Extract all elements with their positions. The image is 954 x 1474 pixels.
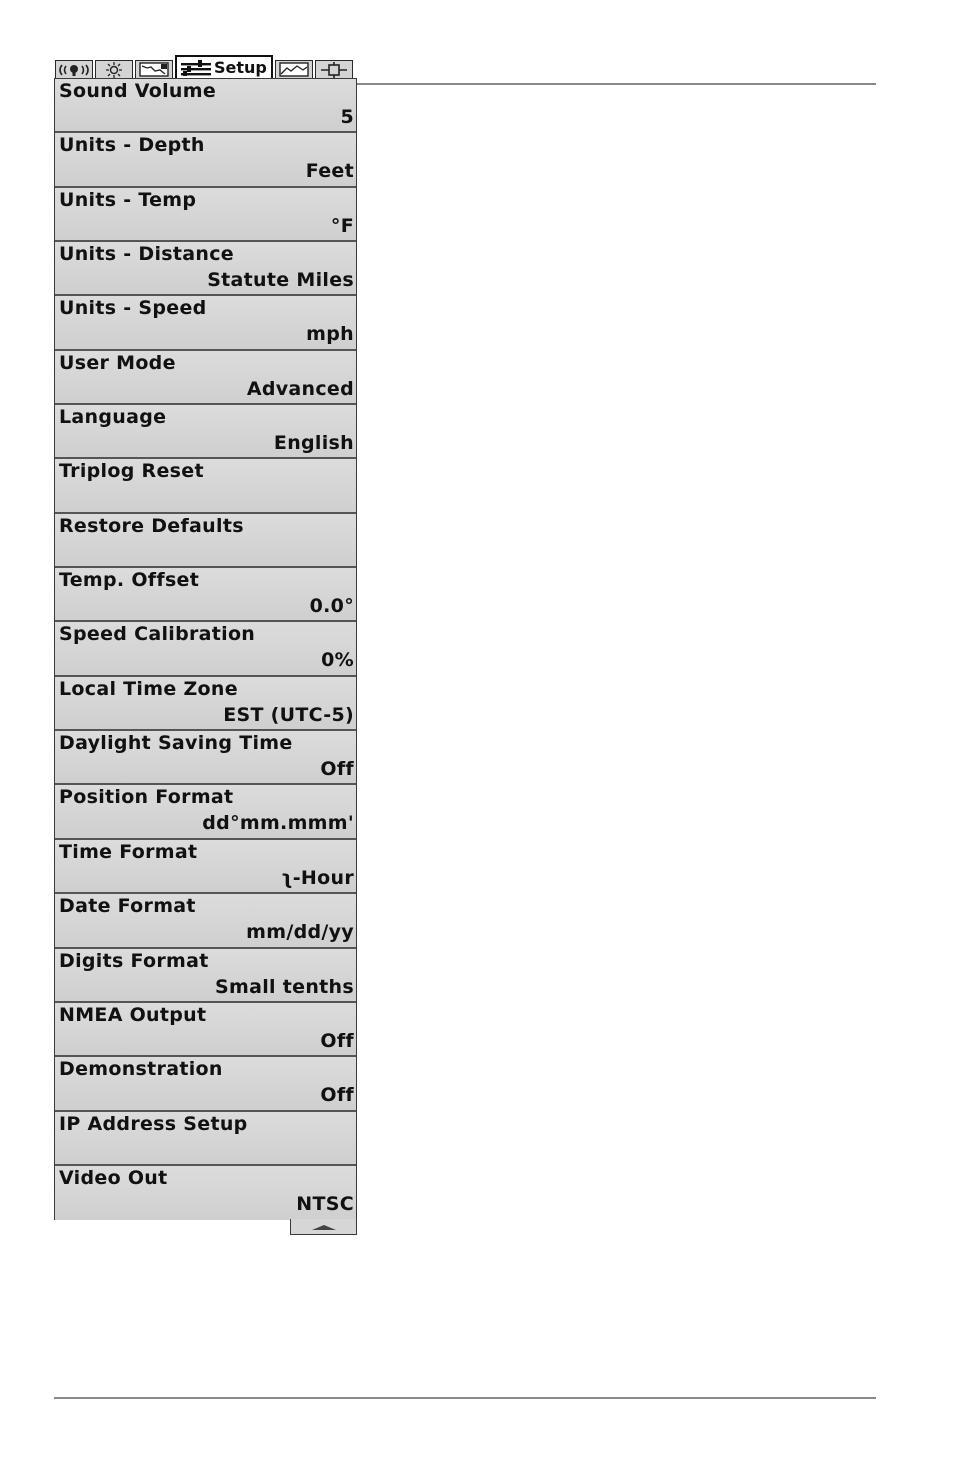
menu-item-value: EST (UTC-5) [223, 703, 354, 726]
menu-tabs [55, 56, 355, 78]
menu-item-label: Demonstration [59, 1058, 223, 1081]
scroll-up-tab[interactable] [290, 1219, 357, 1235]
sun-icon [103, 62, 125, 78]
menu-item-label: Digits Format [59, 949, 209, 972]
menu-item-date-format[interactable] [55, 894, 356, 948]
menu-item-value: Off [320, 1029, 354, 1052]
menu-item-label: NMEA Output [59, 1003, 207, 1026]
menu-item-units-speed[interactable] [55, 296, 356, 350]
menu-item-units-temp[interactable] [55, 188, 356, 242]
menu-item-value: 5 [340, 106, 354, 128]
menu-item-value: 0.0° [309, 595, 354, 618]
chart-icon [139, 62, 169, 77]
menu-item-label: Units - Distance [59, 243, 234, 266]
menu-item-temp-offset[interactable] [55, 568, 356, 622]
menu-item-value: dd°mm.mmm' [202, 812, 354, 835]
menu-item-value: °F [330, 214, 354, 237]
sun-tab[interactable] [95, 60, 133, 78]
menu-item-time-format[interactable] [55, 840, 356, 894]
menu-item-label: Restore Defaults [59, 514, 244, 537]
menu-item-label: Time Format [59, 840, 198, 863]
chart-tab[interactable] [135, 60, 173, 78]
menu-item-language[interactable] [55, 405, 356, 459]
menu-item-label: Sound Volume [59, 80, 217, 102]
menu-item-ip-address-setup[interactable] [55, 1112, 356, 1166]
menu-item-value: Feet [305, 160, 354, 183]
menu-item-value: ʅ-Hour [280, 866, 354, 889]
menu-item-value: Off [320, 758, 354, 781]
views-icon [279, 62, 309, 77]
menu-item-sound-volume[interactable] [55, 79, 356, 133]
menu-item-label: Units - Depth [59, 134, 205, 157]
bottom-rule [54, 1397, 876, 1399]
menu-item-value: English [273, 432, 354, 455]
menu-item-label: Temp. Offset [59, 569, 200, 592]
sonar-tab[interactable] [55, 60, 93, 78]
menu-item-label: Speed Calibration [59, 623, 256, 646]
menu-item-value: Advanced [246, 377, 354, 400]
menu-item-value: Off [320, 1084, 354, 1107]
menu-item-nmea-output[interactable] [55, 1003, 356, 1057]
menu-item-value: mph [306, 323, 354, 346]
menu-item-triplog-reset[interactable] [55, 459, 356, 513]
menu-item-label: Language [59, 406, 167, 429]
menu-item-label: Video Out [59, 1166, 168, 1189]
menu-item-speed-calibration[interactable] [55, 622, 356, 676]
menu-item-label: Triplog Reset [59, 460, 204, 483]
menu-item-label: Position Format [59, 786, 234, 809]
menu-item-units-distance[interactable] [55, 242, 356, 296]
menu-item-video-out[interactable] [55, 1166, 356, 1220]
accessory-icon [320, 62, 348, 78]
menu-item-restore-defaults[interactable] [55, 514, 356, 568]
setup-menu [54, 78, 357, 1220]
scroll-up-icon [309, 1223, 339, 1231]
setup-icon [180, 60, 212, 76]
views-tab[interactable] [275, 60, 313, 78]
setup-tab-label: Setup [214, 57, 267, 77]
menu-item-position-format[interactable] [55, 785, 356, 839]
menu-item-label: Units - Speed [59, 297, 207, 320]
setup-tab[interactable] [175, 55, 273, 78]
menu-item-user-mode[interactable] [55, 351, 356, 405]
menu-item-value: mm/dd/yy [246, 921, 354, 944]
sonar-icon [58, 63, 90, 77]
menu-item-value: Statute Miles [207, 269, 354, 292]
menu-item-demonstration[interactable] [55, 1057, 356, 1111]
menu-item-value: NTSC [296, 1192, 354, 1215]
menu-item-label: IP Address Setup [59, 1112, 248, 1135]
accessories-tab[interactable] [315, 60, 353, 78]
top-rule [357, 83, 876, 85]
menu-item-label: Local Time Zone [59, 677, 238, 700]
menu-item-digits-format[interactable] [55, 949, 356, 1003]
menu-item-label: Daylight Saving Time [59, 732, 293, 755]
menu-item-label: Units - Temp [59, 188, 197, 211]
menu-item-value: 0% [321, 649, 354, 672]
menu-item-label: User Mode [59, 351, 176, 374]
menu-item-local-time-zone[interactable] [55, 677, 356, 731]
menu-item-label: Date Format [59, 895, 196, 918]
menu-item-units-depth[interactable] [55, 133, 356, 187]
menu-item-daylight-saving-time[interactable] [55, 731, 356, 785]
menu-item-value: Small tenths [215, 975, 354, 998]
